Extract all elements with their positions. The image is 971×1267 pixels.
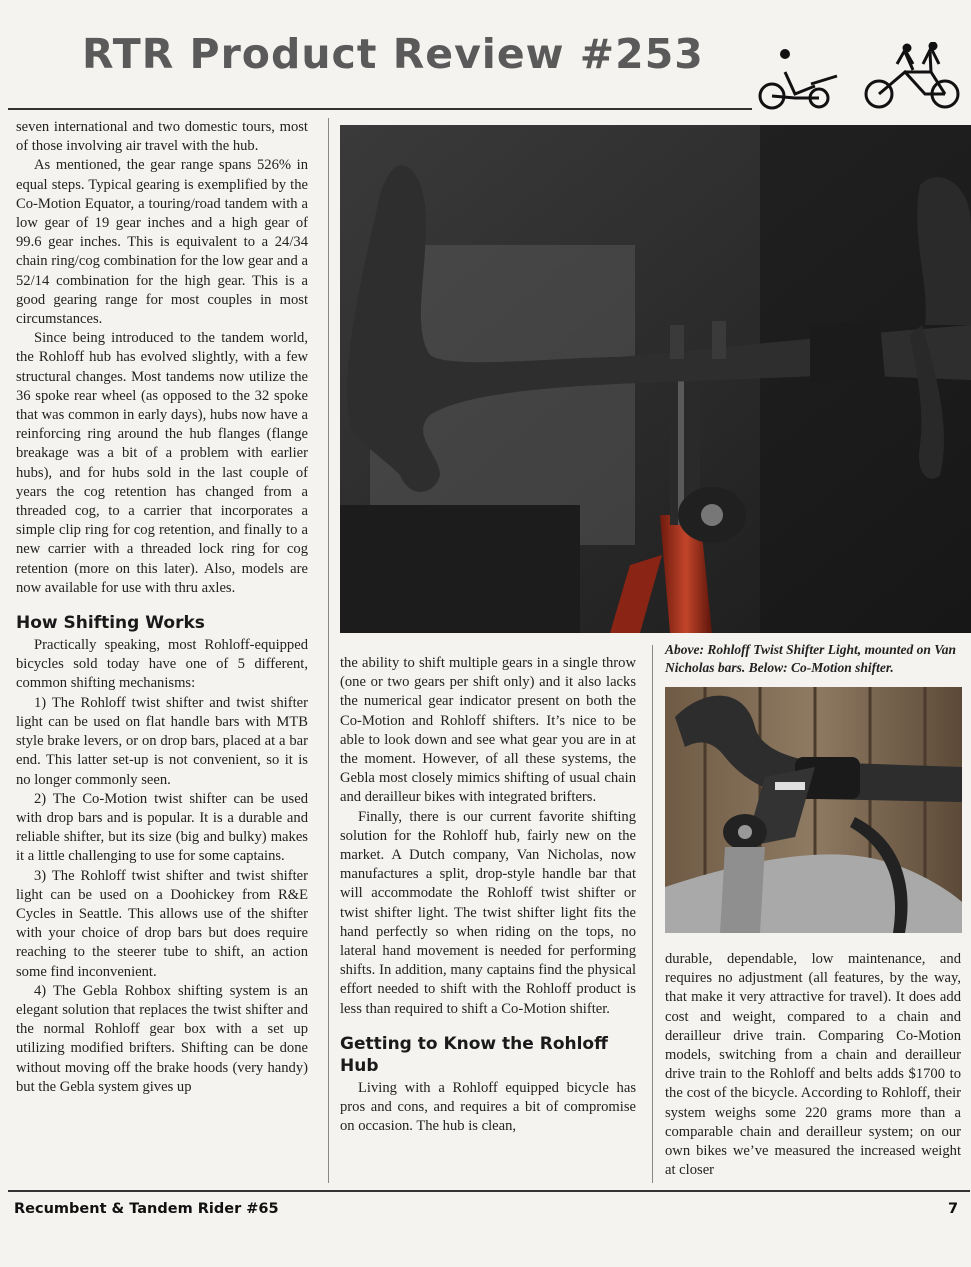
paragraph: Practically speaking, most Rohloff-equipped bicycles sold today have one of 5 different, common shifting mechanisms:: [16, 637, 308, 692]
paragraph: 4) The Gebla Rohbox shifting system is an elegant solution that replaces the twist shifter and the normal Rohloff gear box with a set up utilizing modified brifters. Shifting can be done without moving off the brake hoods (very handy) but the Gebla system gives up: [16, 982, 308, 1095]
page-number: 7: [948, 1201, 959, 1217]
header-rule: [8, 108, 752, 110]
footer-rule: [8, 1190, 970, 1192]
section-heading: Getting to Know the Rohloff Hub: [340, 1033, 608, 1076]
photo-caption: Above: Rohloff Twist Shifter Light, mounted on Van Nicholas bars. Below: Co-Motion shifter.: [665, 642, 957, 675]
paragraph: Since being introduced to the tandem world, the Rohloff hub has evolved slightly, with a few structural changes. Most tandems now utilize the 36 spoke rear wheel (as opposed to the 32 spoke that was common in early days), hubs now have a reinforcing ring around the hub flanges (flange breakage was a bit of a problem with earlier hubs), and for hubs sold in the last couple of years the cog retention has changed from a threaded cog, to a carrier that incorporates a simple clip ring for cog retention, and finally to a new carrier with a threaded lock ring for cog retention (more on this later). Also, models are now available for use with thru axles.: [16, 330, 308, 596]
paragraph: seven international and two domestic tours, most of those involving air travel with the hub.: [16, 119, 308, 155]
handlebar-photo: [340, 125, 971, 633]
paragraph: Living with a Rohloff equipped bicycle has pros and cons, and requires a bit of compromise on occasion. The hub is clean,: [340, 1079, 636, 1135]
paragraph: the ability to shift multiple gears in a single throw (one or two gears per shift only) and it also lacks the numerical gear indicator present on both the Co-Motion and Rohloff shifters. It’s nice to be able to look down and see what gear you are in at the moment. However, of all these systems, the Gebla most closely mimics shifting of usual chain and derailleur bikes with integrated brifters.: [340, 655, 636, 806]
paragraph: 1) The Rohloff twist shifter and twist shifter light can be used on flat handle bars with MTB style brake levers, or on drop bars, placed at a bar end. This latter set-up is not convenient, so it is no longer commonly seen.: [16, 694, 308, 788]
column-divider: [652, 645, 653, 1183]
paragraph: 3) The Rohloff twist shifter and twist shifter light can be used on a Doohickey from R&E Cycles in Seattle. This allows use of the shifter with your choice of drop bars but does require reaching to the steerer tube to shift, an action some find inconvenient.: [16, 867, 308, 980]
recumbent-tandem-logo-icon: [755, 42, 965, 114]
paragraph: As mentioned, the gear range spans 526% in equal steps. Typical gearing is exemplified by the Co-Motion Equator, a touring/road tandem with a low gear of 19 gear inches and a high gear of 99.6 gear inches. This is equivalent to a 24/34 chain ring/cog combination for the low gear and a 52/14 combination for the high gear. This is a good gearing range for most couples in most circumstances.: [16, 157, 308, 328]
section-heading: How Shifting Works: [16, 613, 205, 634]
column-middle: [340, 654, 636, 1136]
paragraph: durable, dependable, low maintenance, and requires no adjustment (all features, by the way, that make it very attractive for travel). It does add cost and weight, compared to a chain and derailleur drive train. Comparing Co-Motion models, switching from a chain and derailleur drive train to the Rohloff and belts adds $1700 to the cost of the bicycle. According to Rohloff, their system weighs some 220 grams more than a comparable chain and derailleur system; on our own bikes we’ve measured the increased weight at closer: [665, 951, 961, 1179]
paragraph: 2) The Co-Motion twist shifter can be used with drop bars and is popular. It is a durable and reliable shifter, but its size (big and bulky) makes it a little challenging to use for some captains.: [16, 790, 308, 865]
column-divider: [328, 118, 329, 1183]
shifter-photo: [665, 687, 962, 933]
paragraph: Finally, there is our current favorite shifting solution for the Rohloff hub, fairly new on the market. A Dutch company, Van Nicholas, now manufactures a split, drop-style handle bar that will accommodate the Rohloff twist shifter or twist shifter light. The twist shifter light fits the hand perfectly so when riding on the tops, no lateral hand movement is needed for performing shifts. In addition, many captains find the physical effort needed to shift with the Rohloff product is less than required to shift a Co-Motion shifter.: [340, 808, 636, 1017]
page-title: RTR Product Review #253: [82, 30, 704, 78]
column-left: [16, 118, 308, 1097]
publication-footer: Recumbent & Tandem Rider #65: [14, 1201, 279, 1217]
column-right: [665, 950, 961, 1180]
